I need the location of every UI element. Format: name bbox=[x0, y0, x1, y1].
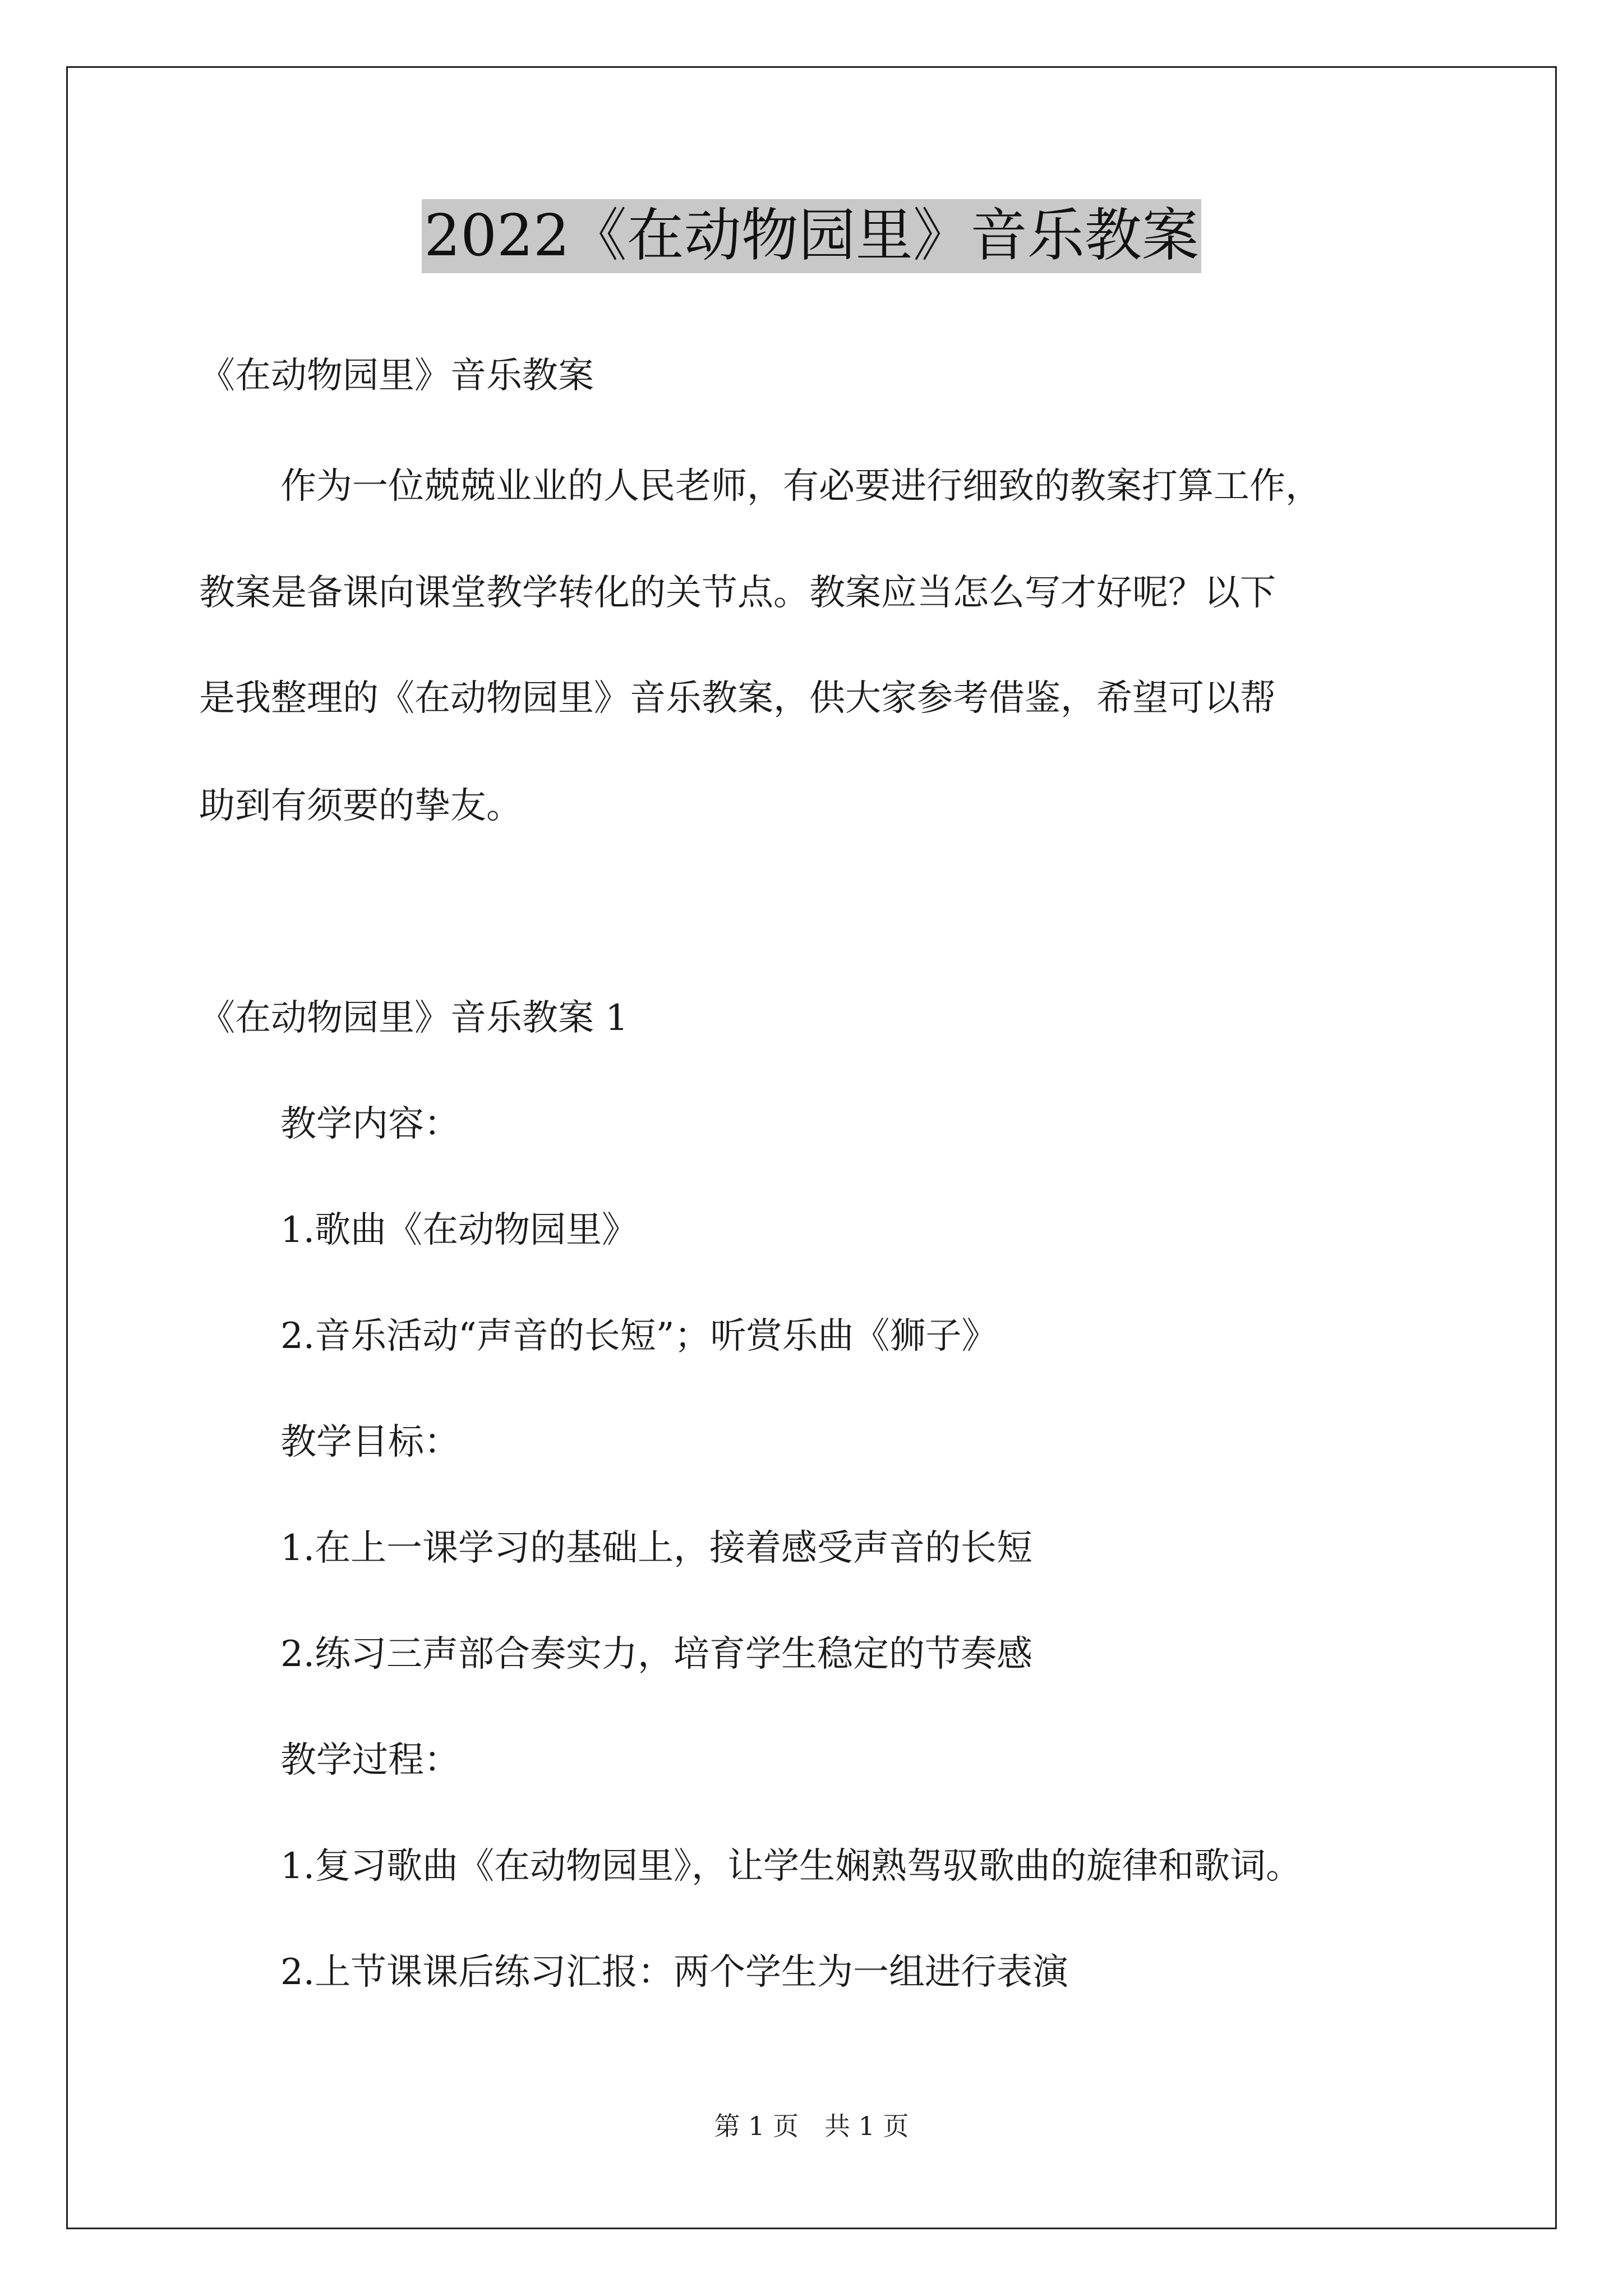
content-item-1: 1.歌曲《在动物园里》 bbox=[280, 1209, 638, 1251]
content-item-2: 2.音乐活动“声音的长短”；听赏乐曲《狮子》 bbox=[280, 1315, 998, 1357]
process-item-1: 1.复习歌曲《在动物园里》，让学生娴熟驾驭歌曲的旋律和歌词。 bbox=[280, 1846, 1302, 1887]
page-number-footer: 第 1 页 共 1 页 bbox=[714, 2111, 909, 2141]
goals-label: 教学目标： bbox=[280, 1421, 460, 1463]
process-label: 教学过程： bbox=[280, 1740, 460, 1781]
process-item-2: 2.上节课课后练习汇报：两个学生为一组进行表演 bbox=[280, 1952, 1069, 1993]
goals-item-1: 1.在上一课学习的基础上，接着感受声音的长短 bbox=[280, 1527, 1033, 1569]
goals-item-2: 2.练习三声部合奏实力，培育学生稳定的节奏感 bbox=[280, 1634, 1033, 1675]
document-title: 2022《在动物园里》音乐教案 bbox=[422, 199, 1201, 273]
content-label: 教学内容： bbox=[280, 1103, 460, 1145]
intro-line-2: 教案是备课向课堂教学转化的关节点。教案应当怎么写才好呢？以下 bbox=[199, 572, 1276, 614]
title-container bbox=[0, 199, 1623, 273]
subtitle: 《在动物园里》音乐教案 bbox=[199, 355, 594, 397]
intro-line-3: 是我整理的《在动物园里》音乐教案，供大家参考借鉴，希望可以帮 bbox=[199, 678, 1276, 719]
intro-line-1: 作为一位兢兢业业的人民老师，有必要进行细致的教案打算工作， bbox=[280, 466, 1321, 507]
section-heading: 《在动物园里》音乐教案 1 bbox=[199, 997, 629, 1039]
intro-line-4: 助到有须要的挚友。 bbox=[199, 785, 522, 827]
